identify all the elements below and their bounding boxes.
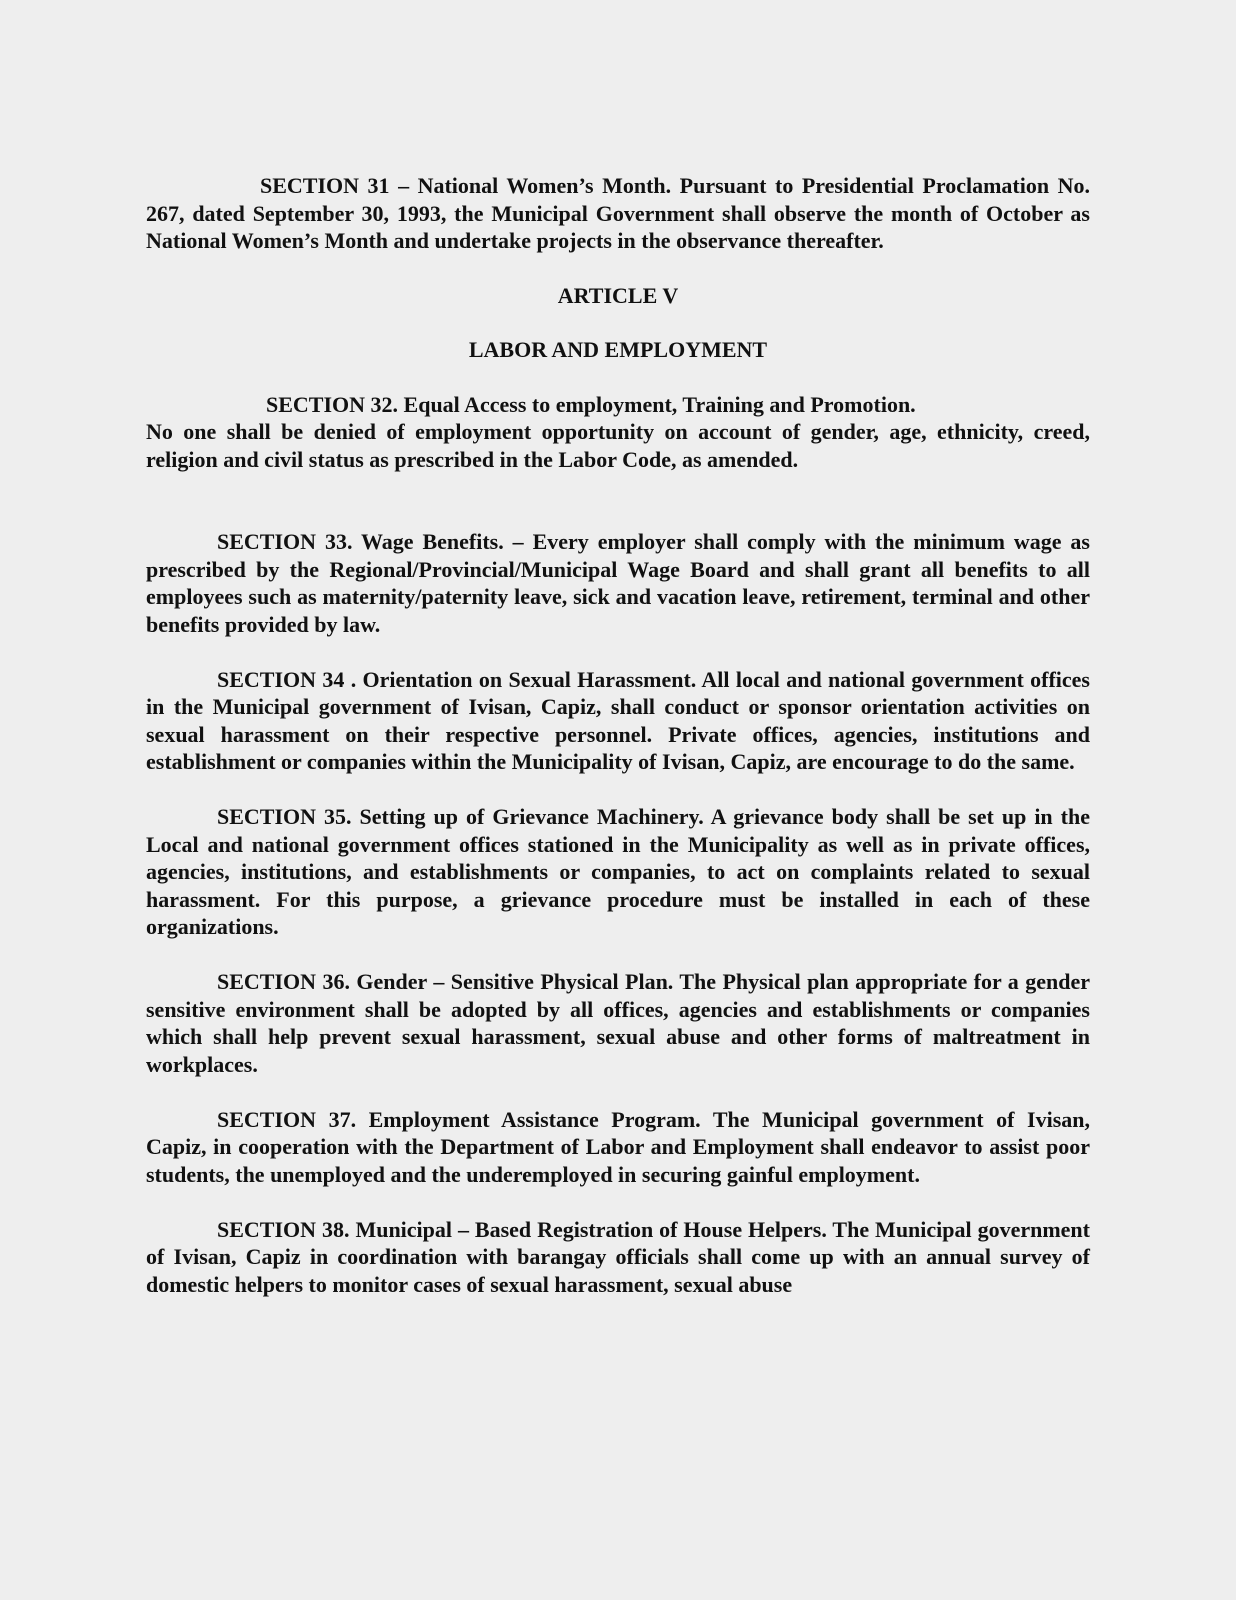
section-33-paragraph: SECTION 33. Wage Benefits. – Every employer shall comply with the minimum wage as prescribed by the Regional/Provincial/Municipal Wage Board and shall grant all benefits to all employees such as maternity/paternity leave, sick and vacation leave, retirement, terminal and other benefits provided by law.: [146, 529, 1090, 637]
article-title: ARTICLE V: [557, 282, 679, 308]
document-body: [146, 172, 1090, 1298]
section-32-heading: SECTION 32. Equal Access to employment, Training and Promotion.: [266, 391, 916, 417]
article-subtitle: LABOR AND EMPLOYMENT: [468, 337, 768, 362]
section-32-paragraph: No one shall be denied of employment opportunity on account of gender, age, ethnicity, creed, religion and civil status as prescribed in the Labor Code, as amended.: [146, 419, 1090, 472]
section-34-paragraph: SECTION 34 . Orientation on Sexual Harassment. All local and national government offices in the Municipal government of Ivisan, Capiz, shall conduct or sponsor orientation activities on sexual harassment on their respective personnel. Private offices, agencies, institutions and establishment or companies within the Municipality of Ivisan, Capiz, are encourage to do the same.: [146, 666, 1090, 774]
section-37-paragraph: SECTION 37. Employment Assistance Program. The Municipal government of Ivisan, Capiz, in cooperation with the Department of Labor and Employment shall endeavor to assist poor students, the unemployed and the underemployed in securing gainful employment.: [146, 1106, 1090, 1187]
section-31-paragraph: SECTION 31 – National Women’s Month. Pursuant to Presidential Proclamation No. 267, dated September 30, 1993, the Municipal Government shall observe the month of October as National Women’s Month and undertake projects in the observance thereafter.: [146, 173, 1090, 253]
section-35-paragraph: SECTION 35. Setting up of Grievance Machinery. A grievance body shall be set up in the Local and national government offices stationed in the Municipality as well as in private offices, agencies, institutions, and establishments or companies, to act on complaints related to sexual harassment. For this purpose, a grievance procedure must be installed in each of these organizations.: [146, 804, 1090, 939]
section-36-paragraph: SECTION 36. Gender – Sensitive Physical Plan. The Physical plan appropriate for a gender sensitive environment shall be adopted by all offices, agencies and establishments or companies which shall help prevent sexual harassment, sexual abuse and other forms of maltreatment in workplaces.: [146, 969, 1090, 1077]
section-38-paragraph: SECTION 38. Municipal – Based Registration of House Helpers. The Municipal government of Ivisan, Capiz in coordination with barangay officials shall come up with an annual survey of domestic helpers to monitor cases of sexual harassment, sexual abuse: [146, 1216, 1090, 1297]
